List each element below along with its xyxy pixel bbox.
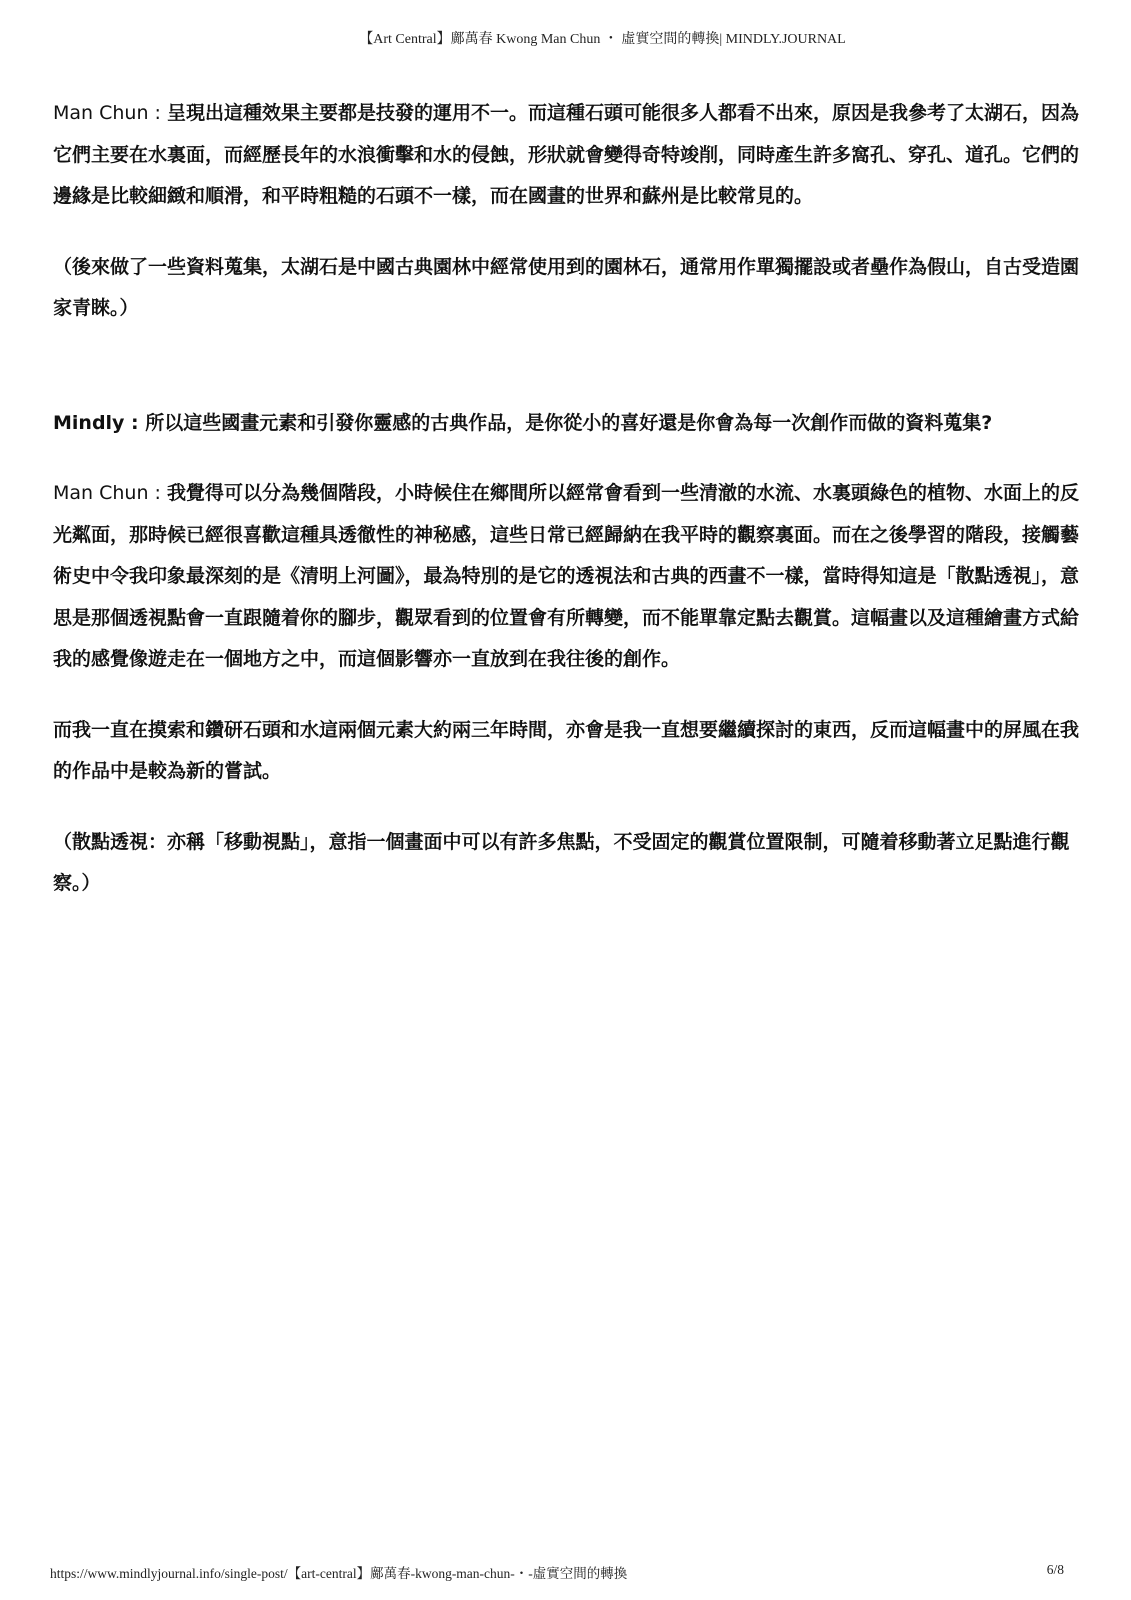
- paragraph-text: 呈現出這種效果主要都是技發的運用不一。而這種石頭可能很多人都看不出來，原因是我參考了太湖石，因為它們主要在水裏面，而經歷長年的水浪衝擊和水的侵蝕，形狀就會變得奇特竣削，同時產生許多窩孔、穿孔、道孔。它們的邊緣是比較細緻和順滑，和平時粗糙的石頭不一樣，而在國畫的世界和蘇州是比較常見的。: [53, 102, 1080, 207]
- footer-url: https://www.mindlyjournal.info/single-post/【art-central】鄺萬春-kwong-man-chun-・-虛實空間的轉換: [50, 1566, 628, 1581]
- page-header-title: 【Art Central】鄺萬春 Kwong Man Chun ・ 虛實空間的轉換| MINDLY.JOURNAL: [359, 32, 846, 47]
- question-paragraph: [53, 403, 1083, 445]
- paragraph-spacer: [53, 793, 1083, 822]
- answer-paragraph: [53, 710, 1083, 793]
- article-body: [53, 93, 1083, 905]
- paragraph-spacer: [53, 444, 1083, 473]
- speaker-label: Man Chun :: [53, 482, 167, 504]
- paragraph-text: 而我一直在摸索和鑽研石頭和水這兩個元素大約兩三年時間，亦會是我一直想要繼續探討的東西，反而這幅畫中的屏風在我的作品中是較為新的嘗試。: [53, 718, 1080, 782]
- paragraph-spacer: [53, 681, 1083, 710]
- answer-paragraph: [53, 93, 1083, 218]
- speaker-label: Mindly :: [53, 411, 146, 434]
- note-paragraph: [53, 822, 1083, 905]
- note-paragraph: [53, 247, 1083, 330]
- paragraph-text: （散點透視：亦稱「移動視點」，意指一個畫面中可以有許多焦點，不受固定的觀賞位置限制，可隨着移動著立足點進行觀察。）: [53, 830, 1070, 894]
- page-number: 6/8: [1046, 1562, 1064, 1577]
- paragraph-spacer: [53, 330, 1083, 403]
- page-header: [0, 28, 1131, 48]
- paragraph-text: （後來做了一些資料蒐集，太湖石是中國古典園林中經常使用到的園林石，通常用作單獨擺設或者壘作為假山，自古受造園家青睞。）: [53, 255, 1080, 319]
- paragraph-text: 我覺得可以分為幾個階段，小時候住在鄉間所以經常會看到一些清澈的水流、水裏頭綠色的植物、水面上的反光粼面，那時候已經很喜歡這種具透徹性的神秘感，這些日常已經歸納在我平時的觀察裏面。而在之後學習的階段，接觸藝術史中令我印象最深刻的是《清明上河圖》，最為特別的是它的透視法和古典的西畫不一樣，當時得知這是「散點透視」，意思是那個透視點會一直跟隨着你的腳步，觀眾看到的位置會有所轉變，而不能單靠定點去觀賞。這幅畫以及這種繪畫方式給我的感覺像遊走在一個地方之中，而這個影響亦一直放到在我往後的創作。: [53, 482, 1080, 670]
- speaker-label: Man Chun :: [53, 102, 167, 124]
- paragraph-text: 所以這些國畫元素和引發你靈感的古典作品，是你從小的喜好還是你會為每一次創作而做的資料蒐集?: [145, 411, 993, 434]
- paragraph-spacer: [53, 218, 1083, 247]
- answer-paragraph: [53, 473, 1083, 681]
